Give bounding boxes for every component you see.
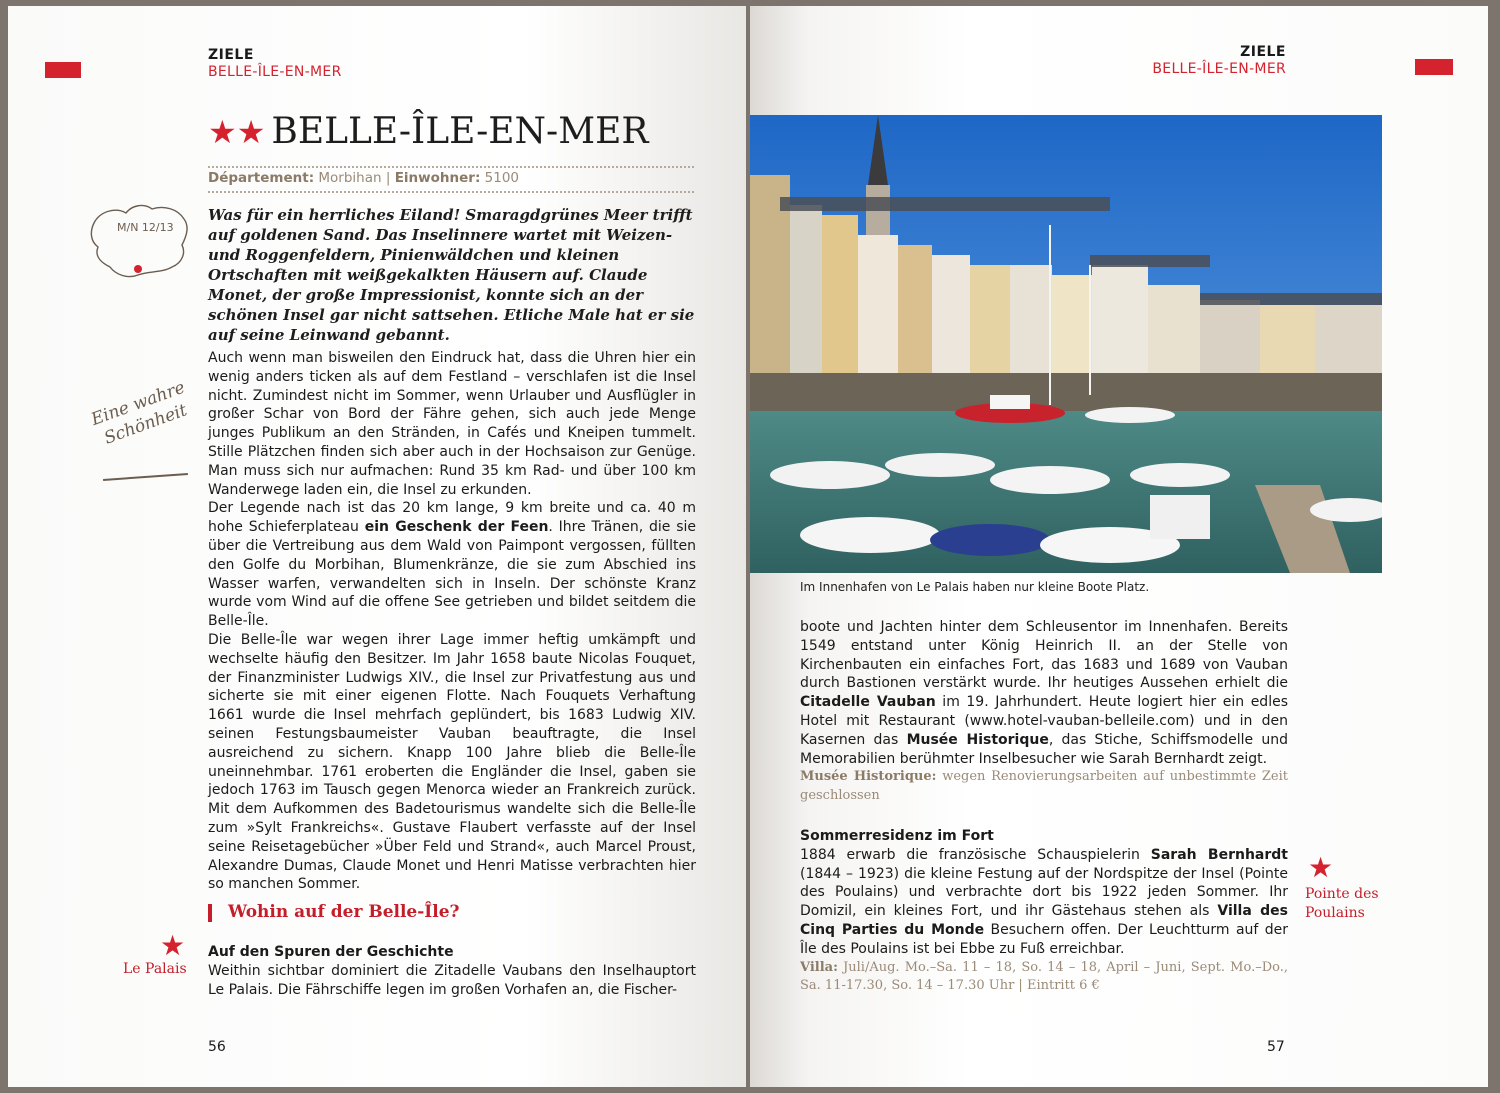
handwritten-underline — [103, 473, 188, 481]
page-number-right: 57 — [1267, 1039, 1285, 1055]
dept-value: Morbihan — [318, 170, 382, 186]
map-label: M/N 12/13 — [117, 221, 174, 234]
running-head-left — [208, 47, 342, 81]
intro-paragraph: Was für ein herrliches Eiland! Smaragdgrünes Meer trifft auf goldenen Sand. Das Inselinnere wartet mit Weizen- und Roggenfeldern, Pinienwäldchen und kleinen Ortschaften mit weißgekalkten Häusern auf. Claude Monet, der große Impressionist, konnte sich an der schönen Insel gar nicht sattsehen. Etliche Male hat er sie auf seine Leinwand gebannt. — [208, 206, 695, 344]
handwritten-note: Eine wahre Schönheit — [88, 377, 190, 449]
paragraph-2 — [800, 846, 1288, 959]
paragraph-4: Weithin sichtbar dominiert die Zitadelle Vaubans den Inselhauptort Le Palais. Die Fährschiffe legen im großen Vorhafen an, die Fischer- — [208, 962, 696, 998]
page-number-left: 56 — [208, 1039, 226, 1055]
photo-caption: Im Innenhafen von Le Palais haben nur kleine Boote Platz. — [800, 580, 1150, 594]
p1-text-c: , das Stiche, Schiffsmodelle und Memorabilien berühmter Inselbesucher wie Sarah Bernhardt zeigt. — [800, 731, 1288, 767]
section-bar — [208, 904, 212, 922]
margin-label-left: Le Palais — [123, 961, 187, 977]
running-head-section: ZIELE — [208, 47, 254, 63]
p2-bold-2: Villa des Cinq Parties du Monde — [800, 903, 1289, 938]
info2-value: Juli/Aug. Mo.–Sa. 11 – 18, So. 14 – 18, April – Juni, Sept. Mo.–Do., Sa. 11-17.30, So. 14 – 17.30 Uhr | Eintritt 6 € — [800, 959, 1288, 994]
margin-star-right: ★ — [1308, 851, 1334, 884]
divider-top — [208, 166, 694, 168]
p2-text-a: Der Legende nach ist das 20 km lange, 9 km breite und ca. 40 m hohe Schieferplateau — [208, 500, 696, 536]
info-villa — [800, 959, 1288, 997]
margin-label-right: Pointe des Poulains — [1305, 886, 1379, 921]
p2-text-a: 1884 erwarb die französische Schauspielerin — [800, 846, 1151, 863]
running-head-destination: BELLE-ÎLE-EN-MER — [208, 64, 342, 80]
p2-bold-1: Sarah Bernhardt — [1150, 846, 1289, 863]
red-tab-left — [45, 62, 81, 78]
info1-key: Musée Historique: — [800, 769, 937, 785]
body-column-right — [800, 618, 1288, 806]
running-head-destination: BELLE-ÎLE-EN-MER — [1152, 61, 1286, 77]
p1-bold-1: Citadelle Vauban — [800, 694, 936, 711]
right-page — [750, 6, 1488, 1087]
title-text: BELLE-ÎLE-EN-MER — [271, 111, 649, 152]
section-heading: Wohin auf der Belle-Île? — [228, 902, 460, 922]
body-column-left — [208, 349, 696, 894]
divider-bottom — [208, 191, 694, 193]
info-museum — [800, 768, 1288, 806]
meta-line: Département: Morbihan | Einwohner: 5100 — [208, 170, 519, 186]
p1-text-a: boote und Jachten hinter dem Schleusentor im Innenhafen. Bereits 1549 entstand unter König Heinrich II. an der Stelle von Kirchenbauten ein einfaches Fort, das 1683 und 1689 von Vauban durch Bastionen verstärkt wurde. Ihr heutiges Aussehen erhielt die — [800, 619, 1288, 692]
harbor-photo — [750, 115, 1382, 573]
left-page — [8, 6, 746, 1087]
red-tab-right — [1415, 59, 1453, 75]
sub-heading: Auf den Spuren der Geschichte — [208, 944, 454, 960]
info2-key: Villa: — [800, 959, 838, 975]
rating-stars: ★★ — [208, 113, 266, 151]
p2-bold: ein Geschenk der Feen — [364, 519, 549, 536]
body-column-right-2 — [800, 827, 1288, 996]
p2-text-b: (1844 – 1923) die kleine Festung auf der Nordspitze der Insel (Pointe des Poulains) und verbrachte dort bis 1922 jeden Sommer. Ihr Domizil, ein kleines Fort, und ihr Gästehaus stehen als — [800, 865, 1288, 920]
pop-value: 5100 — [484, 170, 519, 186]
paragraph-1: Auch wenn man bisweilen den Eindruck hat, dass die Uhren hier ein wenig anders ticken als auf dem Festland – verschlafen ist die Insel nicht. Zumindest nicht im Sommer, wenn Urlauber und Ausflügler in großer Schar von Bord der Fähre gehen, sich auch jede Menge junges Publikum an den Stränden, in Cafés und Kneipen tummelt. Stille Plätzchen finden sich aber auch in der Hochsaison zur Genüge. Man muss sich nur aufmachen: Rund 35 km Rad- und über 100 km Wanderwege laden ein, die Insel zu erkunden. — [208, 350, 696, 498]
p2-text-c: Besuchern offen. Der Leuchtturm auf der Île des Poulains ist bei Ebbe zu Fuß erreichbar. — [800, 921, 1288, 957]
p1-text-b: im 19. Jahrhundert. Heute logiert hier ein edles Hotel mit Restaurant (www.hotel-vauban-belleile.com) und in den Kasernen das — [800, 694, 1288, 748]
pop-label: Einwohner: — [394, 170, 481, 186]
body-column-left-2 — [208, 943, 696, 999]
paragraph-1 — [800, 618, 1288, 768]
paragraph-3: Die Belle-Île war wegen ihrer Lage immer heftig umkämpft und wechselte häufig den Besitzer. Im Jahr 1658 baute Nicolas Fouquet, der Finanzminister Ludwigs XIV., die Insel zur Privatfestung aus und sicherte sie mit einer eigenen Flotte. Nach Fouquets Verhaftung 1661 wurde die Insel mehrfach geplündert, bis 1683 Ludwig XIV. seinen Festungsbaumeister Vauban beauftragte, die Insel ausreichend zu sichern. Knapp 100 Jahre blieb die Belle-Île uneinnehmbar. 1761 eroberten die Engländer die Insel, gaben sie jedoch 1763 im Tausch gegen Menorca wieder an Frankreich zurück. Mit dem Aufkommen des Badetourismus wandelte sich die Belle-Île zum »Sylt Frankreichs«. Gustave Flaubert verfasste auf der Insel seine Reisetagebücher »Über Feld und Strand«, auch Marcel Proust, Alexandre Dumas, Claude Monet und Henri Matisse verbrachten hier so manchen Sommer. — [208, 631, 696, 893]
dept-label: Département: — [208, 170, 315, 186]
sub-heading: Sommerresidenz im Fort — [800, 828, 994, 844]
margin-star-left: ★ — [160, 929, 186, 962]
p1-bold-2: Musée Historique — [906, 731, 1049, 748]
page-title — [208, 111, 648, 152]
p2-text-b: . Ihre Tränen, die sie über die Vertreibung aus dem Wald von Paimpont vergossen, füllten den Golfe du Morbihan, Blumenkränze, die sie zum Abschied ins Wasser warfen, verwandelten sich in Inseln. Der schönste Kranz wurde vom Wind auf die offene See getrieben und bildet seitdem die Belle-Île. — [208, 519, 696, 630]
running-head-right — [1152, 44, 1286, 78]
map-icon — [86, 201, 196, 281]
info1-value: wegen Renovierungsarbeiten auf unbestimmte Zeit geschlossen — [800, 769, 1289, 804]
paragraph-2 — [208, 499, 696, 631]
running-head-section: ZIELE — [1240, 44, 1286, 60]
